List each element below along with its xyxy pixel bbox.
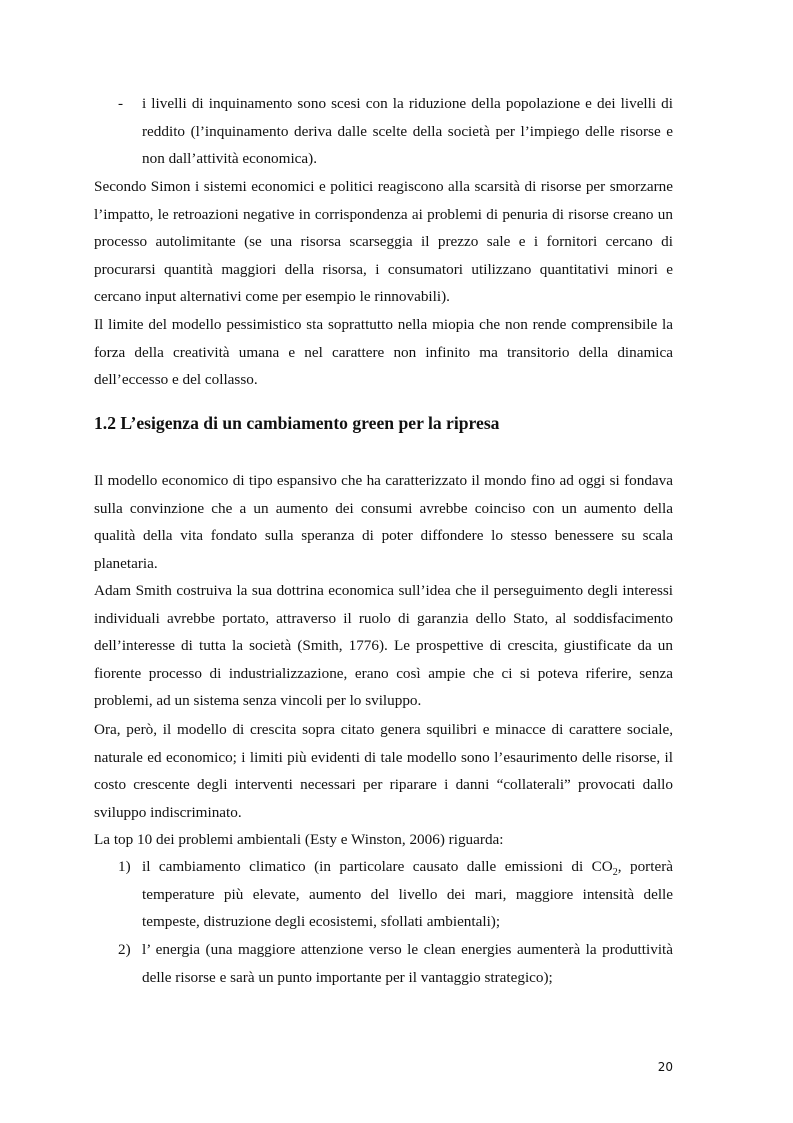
paragraph-economic-model: Il modello economico di tipo espansivo che ha caratterizzato il mondo fino ad oggi si fondava sulla convinzione che a un aumento dei consumi avrebbe coinciso con un aumento della qualità della vita fondato sulla speranza di poter diffondere lo stesso benessere su scala planetaria.	[94, 472, 673, 572]
paragraph-top-10: La top 10 dei problemi ambientali (Esty e Winston, 2006) riguarda:	[94, 831, 504, 848]
paragraph-growth-model: Ora, però, il modello di crescita sopra citato genera squilibri e minacce di carattere sociale, naturale ed economico; i limiti più evidenti di tale modello sono l’esaurimento delle risorse, il costo crescente degli interventi necessari per riparare i danni “collaterali” provocati dallo sviluppo indiscriminato.	[94, 721, 673, 821]
list-item-climate	[142, 853, 673, 936]
list-item-climate-text-rest: , porterà temperature più elevate, aumento del livello dei mari, maggiore intensità delle tempeste, distruzione degli ecosistemi, sfollati ambientali);	[142, 858, 673, 930]
page-number: 20	[657, 1060, 673, 1074]
paragraph-limit: Il limite del modello pessimistico sta soprattutto nella miopia che non rende comprensibile la forza della creatività umana e nel carattere non infinito ma transitorio della dinamica dell’eccesso e del collasso.	[94, 316, 673, 388]
section-heading: 1.2 L’esigenza di un cambiamento green per la ripresa	[94, 413, 500, 433]
paragraph-adam-smith: Adam Smith costruiva la sua dottrina economica sull’idea che il perseguimento degli interessi individuali avrebbe portato, attraverso il ruolo di garanzia dello Stato, al soddisfacimento dell’interesse di tutta la società (Smith, 1776). Le prospettive di crescita, giustificate da un fiorente processo di industrializzazione, erano così ampie che ci si poteva riferire, senza problemi, ad un sistema senza vincoli per lo sviluppo.	[94, 582, 673, 709]
co2-subscript: 2	[612, 867, 618, 879]
list-item-energy: l’ energia (una maggiore attenzione verso le clean energies aumenterà la produttività delle risorse e sarà un punto importante per il vantaggio strategico);	[142, 941, 673, 986]
paragraph-simon: Secondo Simon i sistemi economici e politici reagiscono alla scarsità di risorse per smorzarne l’impatto, le retroazioni negative in corrispondenza ai problemi di penuria di risorse creano un processo autolimitante (se una risorsa scarseggia il prezzo sale e i fornitori cercano di procurarsi quantità maggiori della risorsa, i consumatori utilizzano quantitativi minori e cercano input alternativi come per esempio le rinnovabili).	[94, 178, 673, 305]
list-bullet-dash: -	[118, 95, 124, 112]
list-number-1: 1)	[118, 858, 131, 875]
list-number-2: 2)	[118, 941, 131, 958]
list-item-pollution: i livelli di inquinamento sono scesi con la riduzione della popolazione e dei livelli di reddito (l’inquinamento deriva dalle scelte della società per l’impiego delle risorse e non dall’attività economica).	[142, 95, 673, 167]
list-item-climate-text: il cambiamento climatico (in particolare causato dalle emissioni di CO	[142, 858, 613, 875]
